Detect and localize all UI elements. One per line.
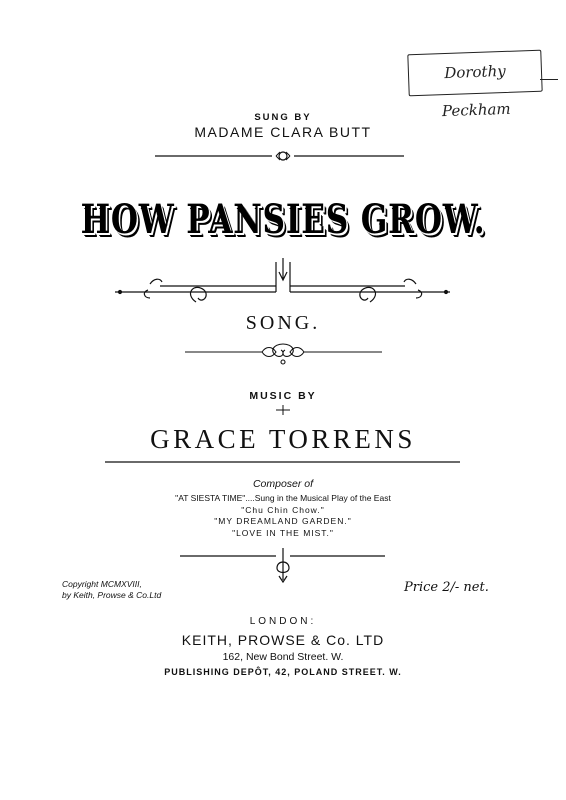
other-work-item: "AT SIESTA TIME"....Sung in the Musical Play of the East	[175, 493, 391, 503]
top-rule-ornament	[0, 146, 566, 166]
publisher-address: 162, New Bond Street. W.	[222, 651, 344, 663]
sung-by-label: SUNG BY	[254, 112, 312, 123]
other-work-item: "Chu Chin Chow."	[241, 504, 325, 515]
music-by-label: MUSIC BY	[249, 390, 317, 402]
song-label: SONG.	[245, 312, 321, 334]
copyright-line: Copyright MCMXVIII,	[62, 579, 142, 589]
other-works-list	[0, 493, 566, 539]
composer-of-label: Composer of	[252, 478, 314, 490]
small-ornament	[0, 404, 566, 416]
composer-name: GRACE TORRENS	[150, 424, 416, 454]
price: Price 2/- net.	[404, 580, 489, 595]
publisher-name: KEITH, PROWSE & Co. LTD	[181, 632, 385, 648]
signature: Dorothy Peckham	[407, 50, 542, 97]
other-work-item: "LOVE IN THE MIST."	[232, 527, 334, 538]
copyright-notice	[62, 579, 212, 601]
copyright-line: by Keith, Prowse & Co.Ltd	[62, 590, 162, 600]
song-title: HOW PANSIES GROW.	[80, 196, 486, 243]
singer-name: MADAME CLARA BUTT	[194, 124, 372, 140]
song-ornament	[0, 340, 566, 370]
signature-underline	[540, 79, 558, 80]
other-work-item: "MY DREAMLAND GARDEN."	[214, 516, 352, 526]
composer-underline	[0, 459, 566, 465]
publisher-city: LONDON:	[249, 616, 317, 627]
publishing-depot: PUBLISHING DEPÔT, 42, POLAND STREET. W.	[164, 667, 402, 677]
